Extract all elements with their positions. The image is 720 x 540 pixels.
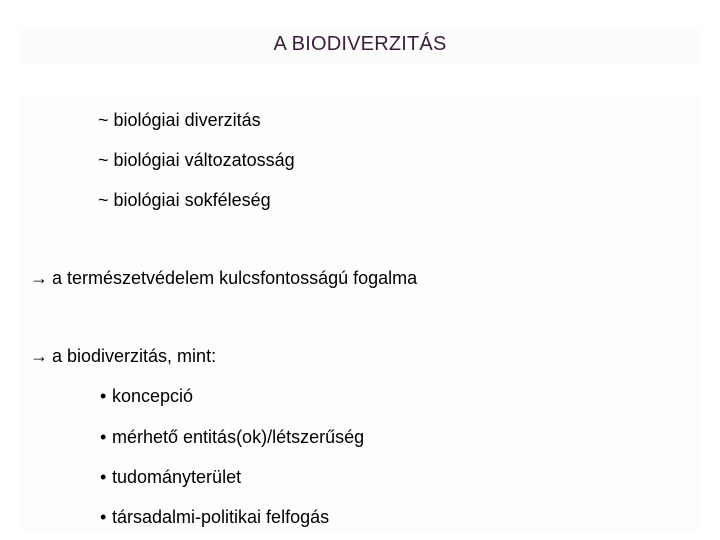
bullet-item-2-text: mérhető entitás(ok)/létszerűség xyxy=(112,427,365,447)
bullet-icon: • xyxy=(100,467,107,487)
bullet-icon: • xyxy=(100,507,107,527)
statement-2-text: a biodiverzitás, mint: xyxy=(52,346,217,366)
bullet-icon: • xyxy=(100,427,107,447)
synonym-2: ~ biológiai változatosság xyxy=(98,150,295,170)
statement-2 xyxy=(30,345,216,367)
bullet-icon: • xyxy=(100,386,107,406)
arrow-right-icon: → xyxy=(30,268,48,288)
bullet-item-3 xyxy=(100,466,241,488)
bullet-item-1-text: koncepció xyxy=(112,386,194,406)
synonym-1: ~ biológiai diverzitás xyxy=(98,110,261,130)
bullet-item-3-text: tudományterület xyxy=(112,467,242,487)
bullet-item-4 xyxy=(100,506,329,528)
arrow-right-icon: → xyxy=(30,346,48,366)
bullet-item-2 xyxy=(100,426,364,448)
bullet-item-1 xyxy=(100,385,193,407)
synonym-3: ~ biológiai sokféleség xyxy=(98,190,271,210)
statement-1 xyxy=(30,267,417,289)
statement-1-text: a természetvédelem kulcsfontosságú fogalma xyxy=(52,268,418,288)
slide-title: A BIODIVERZITÁS xyxy=(273,33,447,55)
bullet-item-4-text: társadalmi-politikai felfogás xyxy=(112,507,330,527)
